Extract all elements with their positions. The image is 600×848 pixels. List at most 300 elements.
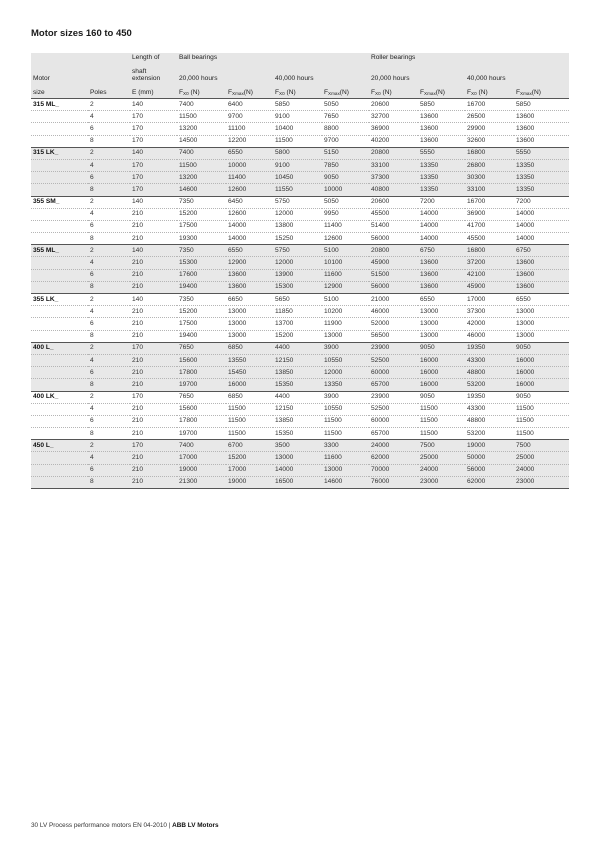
footer-brand: ABB LV Motors [172,822,219,829]
table-cell: 26500 [465,111,514,123]
table-cell: 6 [88,464,130,476]
table-cell: 13550 [226,354,273,366]
table-cell: 7350 [177,196,226,208]
table-cell: 12900 [322,281,369,293]
table-cell: 13700 [273,318,322,330]
table-cell: 8 [88,476,130,488]
table-cell: 20600 [369,99,418,111]
table-header [31,53,569,99]
table-cell: 13600 [226,269,273,281]
table-cell: 6850 [226,342,273,354]
table-cell: 11500 [177,159,226,171]
table-cell: 2 [88,342,130,354]
table-cell: 14000 [514,220,569,232]
table-cell: 12000 [322,367,369,379]
table-cell: 6 [88,269,130,281]
table-row [31,452,569,464]
table-cell: 2 [88,245,130,257]
table-cell: 10100 [322,257,369,269]
header-motor: Motor [31,68,88,82]
table-cell: 43300 [465,354,514,366]
table-cell: 14000 [418,233,465,245]
table-cell: 210 [130,354,177,366]
header-size: size [31,82,88,99]
table-cell: 11900 [322,318,369,330]
table-cell: 13600 [418,111,465,123]
table-cell: 10000 [226,159,273,171]
table-row [31,233,569,245]
table-cell: 210 [130,476,177,488]
table-cell: 5750 [273,196,322,208]
table-cell: 4 [88,403,130,415]
table-cell: 6550 [226,245,273,257]
header-ball-20000-hours: 20,000 hours [177,68,273,82]
table-cell: 62000 [369,452,418,464]
table-cell: 8 [88,233,130,245]
table-row [31,464,569,476]
motor-size-cell [31,403,88,415]
table-row [31,306,569,318]
table-cell: 15250 [273,233,322,245]
table-cell: 7500 [418,440,465,452]
table-cell: 11500 [418,428,465,440]
table-cell: 10000 [322,184,369,196]
table-row [31,391,569,403]
table-row [31,269,569,281]
table-cell: 13000 [418,330,465,342]
motor-size-cell [31,306,88,318]
footer-text: 30 LV Process performance motors EN 04-2010 | [31,822,173,829]
table-row [31,440,569,452]
motor-size-cell [31,123,88,135]
table-row [31,123,569,135]
table-cell: 9050 [514,391,569,403]
table-row [31,245,569,257]
motor-size-cell [31,476,88,488]
table-cell: 8 [88,135,130,147]
table-cell: 12200 [226,135,273,147]
header-blank [31,53,88,68]
table-cell: 7350 [177,245,226,257]
table-cell: 46000 [465,330,514,342]
motor-size-cell: 355 SM_ [31,196,88,208]
table-cell: 13600 [514,135,569,147]
table-cell: 10450 [273,172,322,184]
table-cell: 3900 [322,391,369,403]
table-cell: 13800 [273,220,322,232]
motor-size-cell [31,184,88,196]
table-cell: 11500 [226,403,273,415]
table-cell: 14000 [226,233,273,245]
table-cell: 13200 [177,123,226,135]
table-cell: 11500 [322,428,369,440]
table-cell: 11500 [322,415,369,427]
table-cell: 13200 [177,172,226,184]
table-cell: 2 [88,391,130,403]
table-cell: 42000 [465,318,514,330]
table-cell: 15450 [226,367,273,379]
table-cell: 11500 [514,403,569,415]
table-cell: 6750 [418,245,465,257]
table-cell: 45500 [369,208,418,220]
table-cell: 170 [130,342,177,354]
table-cell: 170 [130,391,177,403]
table-cell: 60000 [369,367,418,379]
table-cell: 52000 [369,318,418,330]
table-cell: 6 [88,220,130,232]
table-cell: 12900 [226,257,273,269]
table-cell: 210 [130,452,177,464]
table-cell: 7500 [514,440,569,452]
table-cell: 13600 [418,135,465,147]
table-cell: 46000 [369,306,418,318]
table-cell: 11500 [418,415,465,427]
table-row [31,342,569,354]
table-cell: 25000 [418,452,465,464]
table-cell: 15200 [177,306,226,318]
table-cell: 13900 [273,269,322,281]
table-cell: 210 [130,257,177,269]
table-cell: 23000 [514,476,569,488]
table-cell: 10550 [322,403,369,415]
motor-size-cell [31,159,88,171]
motor-size-cell [31,208,88,220]
table-cell: 52500 [369,403,418,415]
table-cell: 13850 [273,367,322,379]
table-cell: 17500 [177,318,226,330]
table-cell: 5550 [418,147,465,159]
table-cell: 19400 [177,281,226,293]
table-body [31,99,569,489]
table-cell: 16000 [418,379,465,391]
table-cell: 11500 [514,428,569,440]
table-cell: 13600 [514,111,569,123]
table-cell: 13600 [418,257,465,269]
table-cell: 210 [130,415,177,427]
table-cell: 15200 [226,452,273,464]
table-cell: 13600 [514,123,569,135]
table-cell: 7350 [177,294,226,306]
table-cell: 6400 [226,99,273,111]
table-cell: 5850 [418,99,465,111]
motor-size-cell: 400 L_ [31,342,88,354]
table-cell: 20800 [369,245,418,257]
header-roller-40k-fxmax: $F_{Xmax}(N)$ [514,82,569,99]
table-row [31,415,569,427]
table-cell: 210 [130,208,177,220]
table-cell: 19300 [177,233,226,245]
table-cell: 11400 [226,172,273,184]
table-cell: 210 [130,367,177,379]
table-cell: 6700 [226,440,273,452]
motor-size-cell [31,233,88,245]
table-cell: 13600 [418,123,465,135]
table-cell: 6 [88,367,130,379]
table-cell: 5100 [322,245,369,257]
table-cell: 65700 [369,379,418,391]
table-cell: 29900 [465,123,514,135]
table-cell: 6550 [226,147,273,159]
table-cell: 6650 [226,294,273,306]
motor-size-cell [31,281,88,293]
table-cell: 7650 [177,391,226,403]
table-cell: 15600 [177,403,226,415]
table-cell: 12600 [226,208,273,220]
table-cell: 210 [130,306,177,318]
table-cell: 11500 [273,135,322,147]
table-cell: 62000 [465,476,514,488]
motor-size-cell: 315 LK_ [31,147,88,159]
table-cell: 13350 [418,159,465,171]
table-cell: 45500 [465,233,514,245]
table-cell: 25000 [514,452,569,464]
table-row [31,196,569,208]
table-cell: 16700 [465,196,514,208]
table-cell: 5750 [273,245,322,257]
table-cell: 13000 [418,306,465,318]
table-cell: 40800 [369,184,418,196]
table-cell: 12600 [226,184,273,196]
table-cell: 16700 [465,99,514,111]
table-cell: 13000 [322,464,369,476]
header-blank [88,68,130,82]
table-cell: 11400 [322,220,369,232]
table-cell: 14000 [226,220,273,232]
table-cell: 9950 [322,208,369,220]
header-length-4: E (mm) [130,82,177,99]
table-cell: 13000 [514,318,569,330]
table-cell: 33100 [465,184,514,196]
table-cell: 16000 [418,367,465,379]
table-cell: 24000 [369,440,418,452]
table-cell: 36900 [465,208,514,220]
table-cell: 8 [88,330,130,342]
table-cell: 60000 [369,415,418,427]
motor-size-cell: 400 LK_ [31,391,88,403]
table-cell: 6 [88,172,130,184]
table-cell: 210 [130,464,177,476]
header-length-2: shaft extension [130,68,177,82]
table-cell: 13600 [514,257,569,269]
table-cell: 4 [88,354,130,366]
table-cell: 17500 [177,220,226,232]
header-ball-20k-fxmax: $F_{Xmax}(N)$ [226,82,273,99]
table-row [31,294,569,306]
table-cell: 37300 [465,306,514,318]
table-cell: 15300 [273,281,322,293]
table-cell: 7650 [322,111,369,123]
table-cell: 76000 [369,476,418,488]
table-cell: 56000 [369,281,418,293]
header-roller-bearings: Roller bearings [369,53,569,68]
table-cell: 70000 [369,464,418,476]
table-cell: 17000 [226,464,273,476]
table-cell: 11500 [177,111,226,123]
table-cell: 21000 [369,294,418,306]
motor-size-cell: 355 ML_ [31,245,88,257]
table-cell: 56000 [465,464,514,476]
table-row [31,318,569,330]
table-cell: 12000 [273,257,322,269]
table-cell: 3900 [322,342,369,354]
table-cell: 16000 [514,354,569,366]
table-cell: 140 [130,294,177,306]
table-cell: 4 [88,257,130,269]
table-cell: 53200 [465,428,514,440]
table-cell: 15300 [177,257,226,269]
table-cell: 8 [88,379,130,391]
table-cell: 52500 [369,354,418,366]
table-cell: 5100 [322,294,369,306]
header-ball-40k-fxmax: $F_{Xmax}(N)$ [322,82,369,99]
table-cell: 11500 [514,415,569,427]
table-cell: 9050 [418,391,465,403]
table-cell: 11500 [226,415,273,427]
table-row [31,111,569,123]
table-cell: 170 [130,123,177,135]
table-cell: 26800 [465,159,514,171]
motor-size-cell [31,379,88,391]
motor-size-cell [31,415,88,427]
table-cell: 13000 [226,306,273,318]
table-cell: 45900 [465,281,514,293]
table-cell: 14000 [514,208,569,220]
table-cell: 11600 [322,269,369,281]
table-row [31,476,569,488]
table-cell: 37300 [369,172,418,184]
table-cell: 6750 [514,245,569,257]
table-cell: 210 [130,403,177,415]
table-cell: 9050 [418,342,465,354]
table-cell: 13350 [514,172,569,184]
header-roller-20000-hours: 20,000 hours [369,68,465,82]
table-cell: 11500 [418,403,465,415]
table-cell: 21300 [177,476,226,488]
table-cell: 8 [88,281,130,293]
header-roller-40000-hours: 40,000 hours [465,68,569,82]
table-cell: 7400 [177,440,226,452]
table-cell: 14000 [418,220,465,232]
table-cell: 48800 [465,415,514,427]
table-cell: 13850 [273,415,322,427]
table-cell: 13000 [273,452,322,464]
table-row [31,172,569,184]
table-cell: 19000 [226,476,273,488]
motor-size-cell [31,464,88,476]
table-row [31,99,569,111]
table-cell: 3500 [273,440,322,452]
table-cell: 13000 [322,330,369,342]
motor-size-cell [31,111,88,123]
table-row [31,367,569,379]
table-cell: 2 [88,294,130,306]
table-cell: 5850 [273,99,322,111]
motor-size-cell [31,172,88,184]
table-cell: 13600 [418,269,465,281]
table-cell: 5550 [514,147,569,159]
table-cell: 7400 [177,147,226,159]
table-row [31,428,569,440]
table-row [31,281,569,293]
motor-size-cell: 355 LK_ [31,294,88,306]
header-ball-20k-fx0: $F_{X0}$ (N) [177,82,226,99]
table-cell: 24000 [514,464,569,476]
table-cell: 40200 [369,135,418,147]
table-cell: 16500 [273,476,322,488]
table-cell: 14000 [514,233,569,245]
motor-size-cell [31,367,88,379]
table-cell: 11850 [273,306,322,318]
table-cell: 2 [88,99,130,111]
table-cell: 5050 [322,196,369,208]
table-cell: 13350 [418,184,465,196]
table-cell: 53200 [465,379,514,391]
table-cell: 15600 [177,354,226,366]
motor-size-cell [31,354,88,366]
motor-size-cell [31,257,88,269]
table-cell: 140 [130,147,177,159]
table-cell: 41700 [465,220,514,232]
table-cell: 7200 [514,196,569,208]
table-cell: 17000 [177,452,226,464]
table-cell: 14600 [177,184,226,196]
table-cell: 13000 [514,330,569,342]
table-cell: 9050 [322,172,369,184]
table-cell: 140 [130,245,177,257]
table-cell: 5150 [322,147,369,159]
table-cell: 51500 [369,269,418,281]
table-cell: 23000 [418,476,465,488]
motor-size-cell [31,269,88,281]
table-cell: 15350 [273,428,322,440]
table-cell: 5650 [273,294,322,306]
table-cell: 210 [130,269,177,281]
motor-size-cell [31,135,88,147]
table-cell: 14600 [322,476,369,488]
table-cell: 19350 [465,342,514,354]
table-row [31,159,569,171]
table-cell: 14500 [177,135,226,147]
table-cell: 9050 [514,342,569,354]
table-cell: 16800 [465,245,514,257]
header-roller-20k-fxmax: $F_{Xmax}(N)$ [418,82,465,99]
table-cell: 11550 [273,184,322,196]
motor-size-cell [31,452,88,464]
table-cell: 42100 [465,269,514,281]
table-cell: 19350 [465,391,514,403]
table-cell: 20800 [369,147,418,159]
table-cell: 9700 [226,111,273,123]
table-cell: 51400 [369,220,418,232]
header-poles: Poles [88,82,130,99]
table-cell: 43300 [465,403,514,415]
table-cell: 13350 [514,184,569,196]
motor-size-cell [31,330,88,342]
table-cell: 16000 [514,379,569,391]
header-ball-40k-fx0: $F_{X0}$ (N) [273,82,322,99]
table-cell: 15200 [177,208,226,220]
table-cell: 12000 [273,208,322,220]
table-cell: 19000 [177,464,226,476]
table-row [31,208,569,220]
table-cell: 4 [88,111,130,123]
table-cell: 7400 [177,99,226,111]
table-cell: 16000 [418,354,465,366]
table-cell: 23900 [369,342,418,354]
table-cell: 210 [130,318,177,330]
table-cell: 17600 [177,269,226,281]
table-cell: 2 [88,196,130,208]
